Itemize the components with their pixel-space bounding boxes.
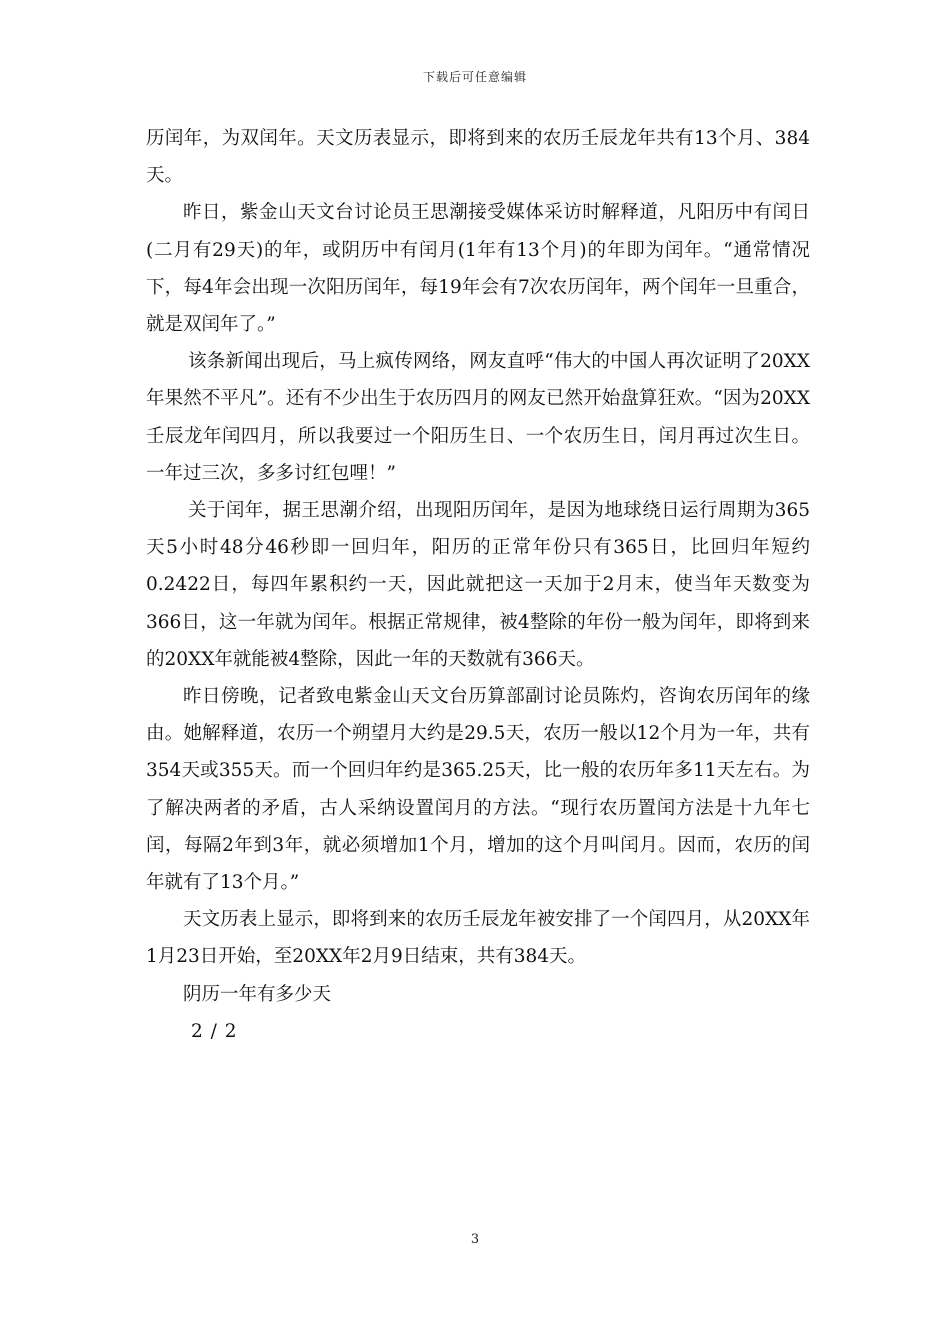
paragraph-solar-leap-year: 关于闰年，据王思潮介绍，出现阳历闰年，是因为地球绕日运行周期为365天5小时48分46秒即一回归年，阳历的正常年份只有365日，比回归年短约0.2422日，每四年累积约一天，因此就把这一天加于2月末，使当年天数变为366日，这一年就为闰年。根据正常规律，被4整除的年份一般为闰年，即将到来的20XX年就能被4整除，因此一年的天数就有366天。 [146, 500, 810, 670]
paragraph-closing-title: 阴历一年有多少天 [183, 983, 332, 1005]
paragraph-leap-definition: 昨日，紫金山天文台讨论员王思潮接受媒体采访时解释道，凡阳历中有闰日(二月有29天)的年，或阴历中有闰月(1年有13个月)的年即为闰年。“通常情况下，每4年会出现一次阳历闰年，每19年会有7次农历闰年，两个闰年一旦重合，就是双闰年了。” [146, 202, 810, 336]
paragraph-leap-fourth-month: 天文历表上显示，即将到来的农历壬辰龙年被安排了一个闰四月，从20XX年1月23日开始，至20XX年2月9日结束，共有384天。 [146, 909, 810, 968]
paragraph-lunar-leap-year: 昨日傍晚，记者致电紫金山天文台历算部副讨论员陈灼，咨询农历闰年的缘由。她解释道，农历一个朔望月大约是29.5天，农历一般以12个月为一年，共有354天或355天。而一个回归年约是365.25天，比一般的农历年多11天左右。为了解决两者的矛盾，古人采纳设置闰月的方法。“现行农历置闰方法是十九年七闰，每隔2年到3年，就必须增加1个月，增加的这个月叫闰月。因而，农历的闰年就有了13个月。” [146, 686, 810, 894]
document-body [146, 120, 810, 1050]
paragraph-netizen-reaction: 该条新闻出现后，马上疯传网络，网友直呼“伟大的中国人再次证明了20XX年果然不平凡”。还有不少出生于农历四月的网友已然开始盘算狂欢。“因为20XX壬辰龙年闰四月，所以我要过一个阳历生日、一个农历生日，闰月再过次生日。一年过三次，多多讨红包哩！” [146, 351, 810, 484]
header-note: 下载后可任意编辑 [422, 70, 527, 84]
page-number: 3 [470, 1232, 480, 1247]
page-fraction: 2 / 2 [191, 1020, 238, 1042]
paragraph-continuation: 历闰年，为双闰年。天文历表显示，即将到来的农历壬辰龙年共有13个月、384天。 [146, 128, 810, 187]
